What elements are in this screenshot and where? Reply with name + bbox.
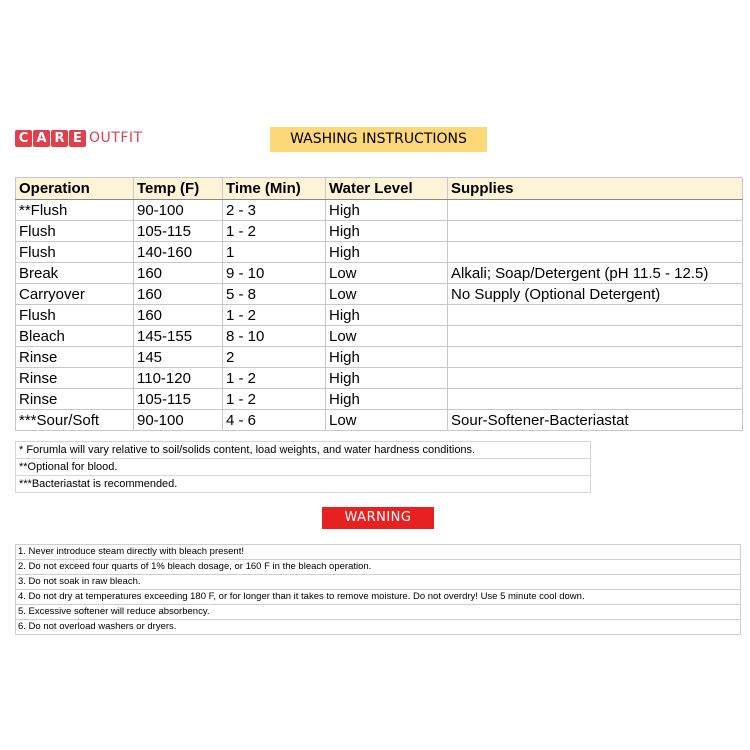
table-cell: 105-115 — [134, 389, 223, 410]
table-row — [16, 263, 743, 284]
table-cell: 145 — [134, 347, 223, 368]
table-cell: High — [326, 368, 448, 389]
warning-item: 1. Never introduce steam directly with bleach present! — [15, 544, 741, 560]
table-cell: 160 — [134, 305, 223, 326]
table-cell: Low — [326, 263, 448, 284]
table-cell: Flush — [16, 305, 134, 326]
table-cell: 90-100 — [134, 200, 223, 221]
table-cell: High — [326, 200, 448, 221]
table-cell: 2 — [223, 347, 326, 368]
table-cell: Bleach — [16, 326, 134, 347]
table-cell: Alkali; Soap/Detergent (pH 11.5 - 12.5) — [448, 263, 743, 284]
table-cell: Carryover — [16, 284, 134, 305]
careoutfit-logo — [15, 129, 143, 147]
table-cell: 160 — [134, 284, 223, 305]
table-cell: High — [326, 389, 448, 410]
table-cell — [448, 200, 743, 221]
logo-letter: R — [51, 130, 68, 147]
table-cell: Rinse — [16, 389, 134, 410]
table-row — [16, 368, 743, 389]
table-row — [16, 389, 743, 410]
table-cell: 1 - 2 — [223, 221, 326, 242]
table-cell: **Flush — [16, 200, 134, 221]
table-cell: 140-160 — [134, 242, 223, 263]
table-row — [16, 326, 743, 347]
table-cell: No Supply (Optional Detergent) — [448, 284, 743, 305]
table-row — [16, 284, 743, 305]
table-cell: 1 - 2 — [223, 368, 326, 389]
table-row — [16, 242, 743, 263]
header-water-level: Water Level — [326, 178, 448, 200]
table-row — [16, 200, 743, 221]
table-header-row — [16, 178, 743, 200]
table-cell: 110-120 — [134, 368, 223, 389]
table-cell: High — [326, 347, 448, 368]
warning-item: 4. Do not dry at temperatures exceeding 180 F, or for longer than it takes to remove moisture. Do not overdry! Use 5 minute cool down. — [15, 590, 741, 605]
warning-item: 5. Excessive softener will reduce absorbency. — [15, 605, 741, 620]
footnote: * Forumla will vary relative to soil/solids content, load weights, and water hardness conditions. — [15, 441, 591, 459]
table-cell — [448, 326, 743, 347]
table-cell — [448, 347, 743, 368]
warning-item: 2. Do not exceed four quarts of 1% bleach dosage, or 160 F in the bleach operation. — [15, 560, 741, 575]
table-cell: 105-115 — [134, 221, 223, 242]
warning-banner: WARNING — [322, 507, 434, 529]
table-cell: 4 - 6 — [223, 410, 326, 431]
header-temp: Temp (F) — [134, 178, 223, 200]
table-row — [16, 347, 743, 368]
table-row — [16, 410, 743, 431]
table-cell: 1 - 2 — [223, 305, 326, 326]
table-cell: 90-100 — [134, 410, 223, 431]
table-cell: High — [326, 221, 448, 242]
logo-suffix: OUTFIT — [89, 130, 143, 146]
logo-letter: C — [15, 130, 32, 147]
table-cell: 2 - 3 — [223, 200, 326, 221]
table-cell: 1 - 2 — [223, 389, 326, 410]
washing-table — [15, 177, 743, 431]
table-cell: Rinse — [16, 368, 134, 389]
table-cell: 160 — [134, 263, 223, 284]
table-cell: 145-155 — [134, 326, 223, 347]
table-cell — [448, 305, 743, 326]
table-cell: Low — [326, 410, 448, 431]
table-cell: Flush — [16, 242, 134, 263]
warning-item: 6. Do not overload washers or dryers. — [15, 620, 741, 635]
page-title: WASHING INSTRUCTIONS — [270, 127, 487, 152]
table-cell: Rinse — [16, 347, 134, 368]
table-cell: 8 - 10 — [223, 326, 326, 347]
table-row — [16, 305, 743, 326]
header-time: Time (Min) — [223, 178, 326, 200]
warning-item: 3. Do not soak in raw bleach. — [15, 575, 741, 590]
table-cell: Sour-Softener-Bacteriastat — [448, 410, 743, 431]
header-operation: Operation — [16, 178, 134, 200]
table-row — [16, 221, 743, 242]
table-cell: Flush — [16, 221, 134, 242]
footnote: ***Bacteriastat is recommended. — [15, 476, 591, 493]
table-cell: Low — [326, 284, 448, 305]
table-cell — [448, 389, 743, 410]
footnote: **Optional for blood. — [15, 459, 591, 476]
footnotes — [15, 441, 591, 493]
header-supplies: Supplies — [448, 178, 743, 200]
table-cell: High — [326, 242, 448, 263]
table-cell: ***Sour/Soft — [16, 410, 134, 431]
table-cell: Low — [326, 326, 448, 347]
table-cell: High — [326, 305, 448, 326]
logo-letter: A — [33, 130, 50, 147]
table-cell: 5 - 8 — [223, 284, 326, 305]
table-cell: 9 - 10 — [223, 263, 326, 284]
table-cell: 1 — [223, 242, 326, 263]
table-cell — [448, 221, 743, 242]
table-cell — [448, 242, 743, 263]
table-cell: Break — [16, 263, 134, 284]
table-cell — [448, 368, 743, 389]
warning-list — [15, 544, 741, 635]
logo-letter: E — [69, 130, 86, 147]
